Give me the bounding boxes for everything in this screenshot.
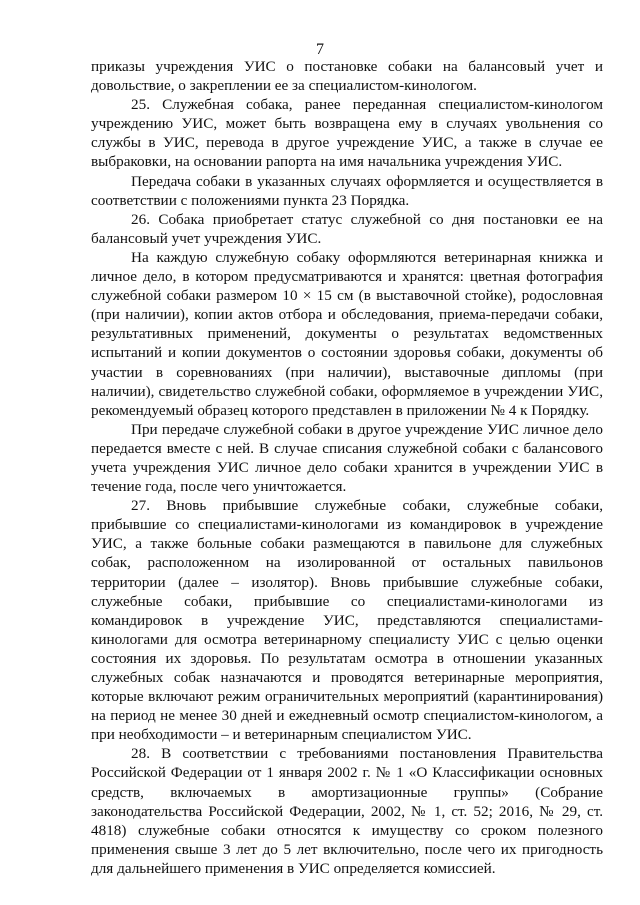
paragraph-item-28: 28. В соответствии с требованиями постановления Правительства Российской Федерации от 1 января 2002 г. № 1 «О Классификации основных средств, включаемых в амортизационные группы» (Собрание законодательства Российской Федерации, 2002, № 1, ст. 52; 2016, № 29, ст. 4818) служебные собаки относятся к имуществу со сроком полезного применения свыше 3 лет до 5 лет включительно, после чего их пригодность для дальнейшего применения в УИС определяется комиссией. <box>91 745 603 877</box>
paragraph-continuation: приказы учреждения УИС о постановке собаки на балансовый учет и довольствие, о закреплении ее за специалистом-кинологом. <box>91 58 603 95</box>
document-body <box>91 57 603 878</box>
paragraph-item-26-transfer: При передаче служебной собаки в другое учреждение УИС личное дело передается вместе с ней. В случае списания служебной собаки с балансового учета учреждения УИС личное дело собаки хранится в учреждении УИС в течение года, после чего уничтожается. <box>91 420 603 496</box>
paragraph-item-27: 27. Вновь прибывшие служебные собаки, служебные собаки, прибывшие со специалистами-кинологами из командировок в учреждение УИС, а также больные собаки размещаются в павильоне для служебных собак, расположенном на изолированной от остальных павильонов территории (далее – изолятор). Вновь прибывшие служебные собаки, служебные собаки, прибывшие со специалистами-кинологами из командировок в учреждение УИС, представляются специалистами-кинологами для осмотра ветеринарному специалисту УИС с целью оценки состояния их здоровья. По результатам осмотра в отношении указанных служебных собак назначаются и проводятся ветеринарные мероприятия, которые включают режим ограничительных мероприятий (карантинирования) на период не менее 30 дней и ежедневный осмотр специалистом-кинологом, а при необходимости – и ветеринарным специалистом УИС. <box>91 497 603 744</box>
paragraph-item-26: 26. Собака приобретает статус служебной со дня постановки ее на балансовый учет учреждения УИС. <box>91 210 603 247</box>
paragraph-item-25: 25. Служебная собака, ранее переданная специалистом-кинологом учреждению УИС, может быть возвращена ему в случаях увольнения со службы в УИС, перевода в другое учреждение УИС, а также в случае ее выбраковки, на основании рапорта на имя начальника учреждения УИС. <box>91 96 603 171</box>
paragraph-item-25-transfer: Передача собаки в указанных случаях оформляется и осуществляется в соответствии с положениями пункта 23 Порядка. <box>91 172 603 209</box>
paragraph-item-26-records: На каждую служебную собаку оформляются ветеринарная книжка и личное дело, в котором предусматриваются и хранятся: цветная фотография служебной собаки размером 10 × 15 см (в выставочной стойке), родословная (при наличии), копии актов отбора и обследования, приема-передачи собаки, результативных применений, документы о результатах ведомственных испытаний и копии документов о состоянии здоровья собаки, документы об участии в соревнованиях (при наличии), выставочные дипломы (при наличии), свидетельство служебной собаки, оформляемое в учреждении УИС, рекомендуемый образец которого представлен в приложении № 4 к Порядку. <box>91 248 603 419</box>
page-number: 7 <box>316 41 324 58</box>
